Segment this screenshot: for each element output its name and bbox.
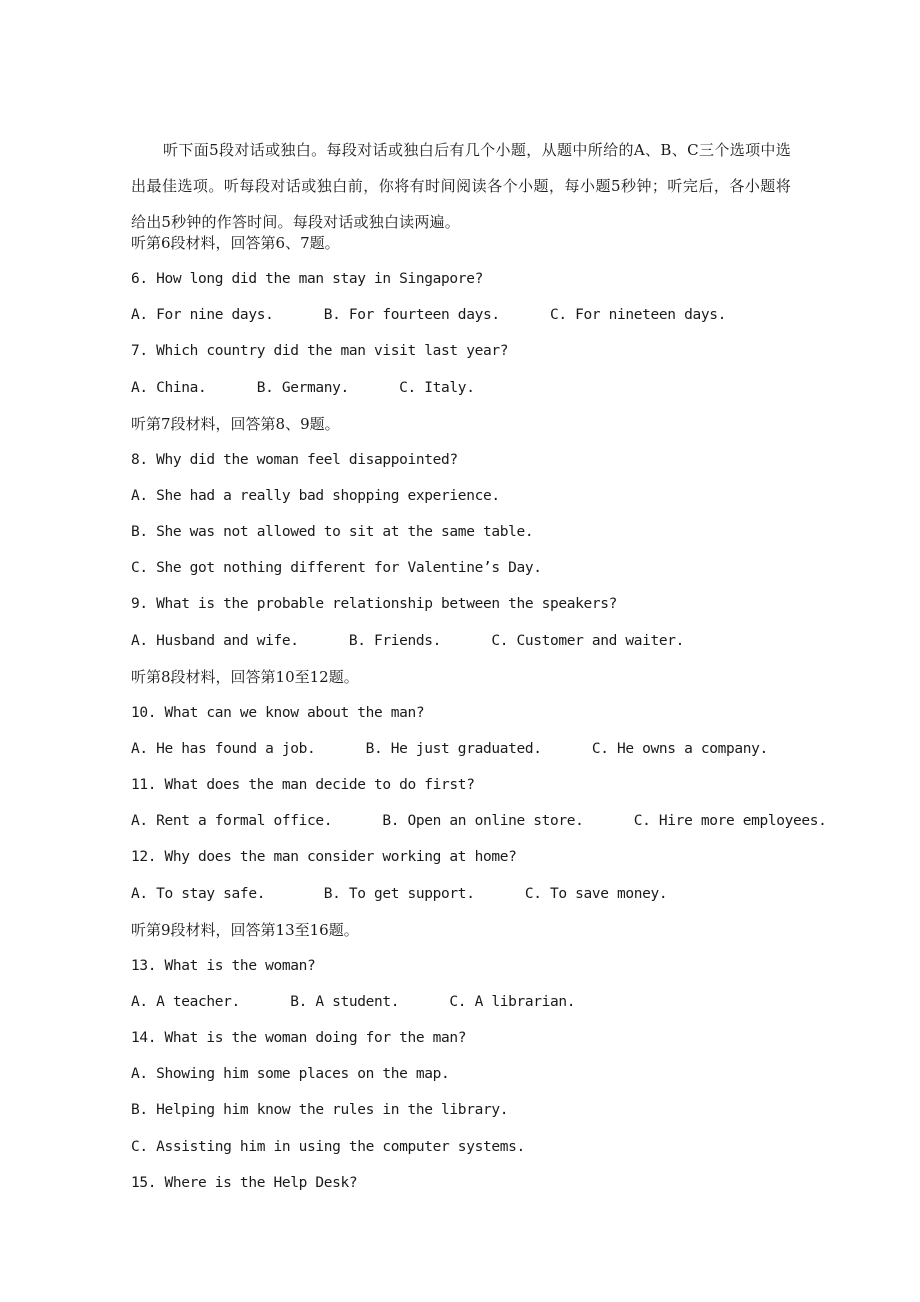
option-8c: C. She got nothing different for Valentine’s Day.	[131, 560, 542, 577]
question-15: 15. Where is the Help Desk?	[131, 1174, 358, 1191]
question-10: 10. What can we know about the man?	[131, 704, 425, 721]
option-8b: B. She was not allowed to sit at the same table.	[131, 524, 534, 541]
section-heading: 听第7段材料，回答第8、9题。	[131, 414, 340, 433]
question-13: 13. What is the woman?	[131, 957, 316, 974]
question-list	[131, 225, 827, 1201]
option-8a: A. She had a really bad shopping experience.	[131, 487, 500, 504]
options-7: A. China. B. Germany. C. Italy.	[131, 379, 475, 396]
option-14c: C. Assisting him in using the computer systems.	[131, 1138, 525, 1155]
question-12: 12. Why does the man consider working at home?	[131, 849, 517, 866]
options-9: A. Husband and wife. B. Friends. C. Customer and waiter.	[131, 632, 685, 649]
options-12: A. To stay safe. B. To get support. C. To save money.	[131, 885, 668, 902]
question-6: 6. How long did the man stay in Singapore?	[131, 271, 483, 288]
option-14a: A. Showing him some places on the map.	[131, 1066, 450, 1083]
section-heading: 听第6段材料，回答第6、7题。	[131, 234, 340, 252]
question-11: 11. What does the man decide to do first?	[131, 777, 475, 794]
options-13: A. A teacher. B. A student. C. A librarian.	[131, 993, 576, 1010]
options-6: A. For nine days. B. For fourteen days. C. For nineteen days.	[131, 307, 726, 324]
options-11: A. Rent a formal office. B. Open an online store. C. Hire more employees.	[131, 813, 827, 830]
instructions-paragraph: 听下面5段对话或独白。每段对话或独白后有几个小题，从题中所给的A、B、C三个选项中选出最佳选项。听每段对话或独白前，你将有时间阅读各个小题，每小题5秒钟；听完后，各小题将给出5秒钟的作答时间。每段对话或独白读两遍。	[131, 141, 791, 231]
section-heading: 听第9段材料，回答第13至16题。	[131, 920, 359, 939]
option-14b: B. Helping him know the rules in the library.	[131, 1102, 509, 1119]
question-14: 14. What is the woman doing for the man?	[131, 1030, 467, 1047]
question-7: 7. Which country did the man visit last year?	[131, 343, 509, 360]
question-9: 9. What is the probable relationship between the speakers?	[131, 596, 618, 613]
options-10: A. He has found a job. B. He just graduated. C. He owns a company.	[131, 740, 768, 757]
section-heading: 听第8段材料，回答第10至12题。	[131, 667, 359, 686]
question-8: 8. Why did the woman feel disappointed?	[131, 451, 458, 468]
